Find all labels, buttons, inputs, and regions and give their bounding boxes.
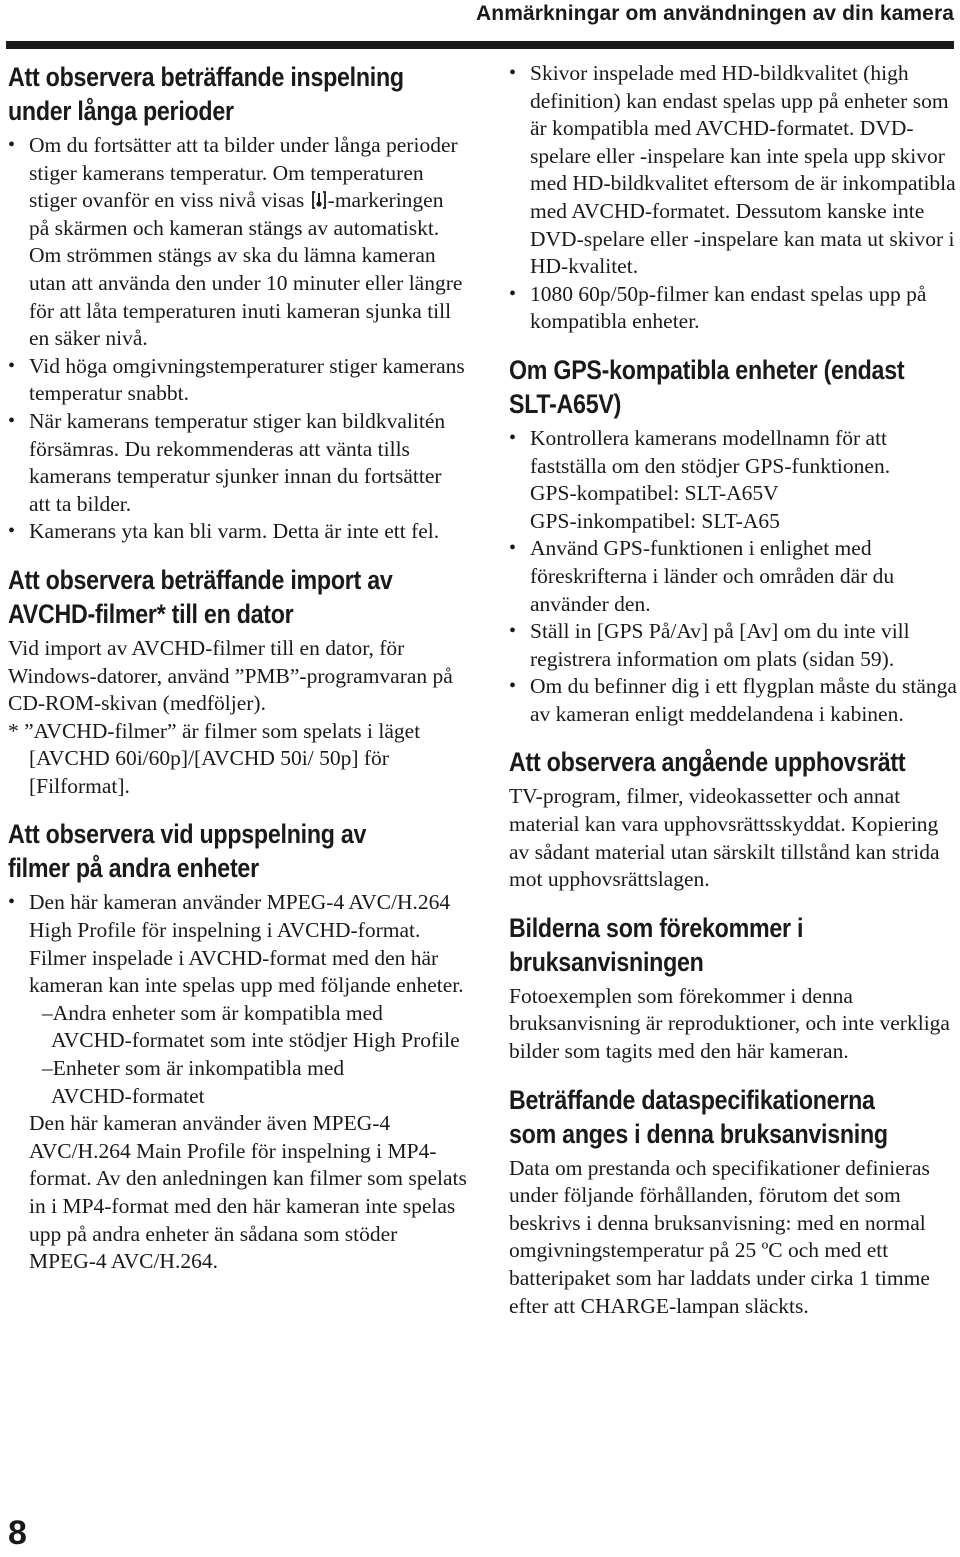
left-column — [8, 60, 468, 1293]
heading-line: Beträffande dataspecifikationerna — [509, 1084, 875, 1115]
dash-item-continued: AVCHD-formatet som inte stödjer High Profile — [51, 1028, 460, 1053]
heading-line: som anges i denna bruksanvisning — [509, 1118, 888, 1149]
page-number: 8 — [8, 1514, 27, 1552]
list-item: • Om du befinner dig i ett flygplan måste du stänga av kameran enligt meddelandena i kabinen. — [509, 673, 957, 728]
list-item: • Ställ in [GPS På/Av] på [Av] om du inte vill registrera information om plats (sidan 59). — [509, 618, 957, 673]
bullet-list — [509, 60, 957, 336]
dash-item: –Andra enheter som är kompatibla med — [42, 1000, 383, 1025]
section-manual-images — [509, 911, 957, 1066]
thermometer-warning-icon — [311, 190, 327, 210]
list-item-text: -markeringen på skärmen och kameran stängs av automatiskt. Om strömmen stängs av ska du lämna kameran utan att använda den under 10 minuter eller längre för att låta temperaturen inuti kameran sjunka till en säker nivå. — [29, 188, 463, 351]
section-heading — [8, 817, 472, 885]
section-heading — [509, 911, 956, 979]
right-column — [509, 60, 957, 1337]
list-item — [8, 132, 468, 353]
body-text — [8, 635, 468, 801]
list-item-text: GPS-inkompatibel: SLT-A65 — [530, 508, 780, 533]
list-item: • Använd GPS-funktionen i enlighet med föreskrifterna i länder och områden där du använder den. — [509, 535, 957, 618]
header-rule — [6, 41, 954, 49]
body-text: TV-program, filmer, videokassetter och annat material kan vara upphovsrättsskyddat. Kopiering av sådant material utan särskilt tillstånd kan strida mot upphovsrättslagen. — [509, 784, 940, 892]
bullet-list — [8, 132, 468, 546]
heading-line: Att observera beträffande import av — [8, 564, 393, 595]
heading-line: filmer på andra enheter — [8, 853, 259, 884]
heading-line: Om GPS-kompatibla enheter (endast — [509, 354, 905, 385]
list-item: • 1080 60p/50p-filmer kan endast spelas upp på kompatibla enheter. — [509, 281, 957, 336]
section-heading — [8, 563, 472, 631]
paragraph: Vid import av AVCHD-filmer till en dator, för Windows-datorer, använd ”PMB”-programvaran på CD-ROM-skivan (medföljer). — [8, 635, 453, 716]
section-avchd-import — [8, 563, 468, 801]
section-heading — [509, 1083, 956, 1151]
heading-line: Att observera vid uppspelning av — [8, 819, 367, 850]
dash-item: –Enheter som är inkompatibla med — [42, 1056, 345, 1081]
running-header: Anmärkningar om användningen av din kamera — [476, 2, 954, 25]
bullet-list — [509, 425, 957, 729]
heading-line: Bilderna som förekommer i — [509, 912, 804, 943]
list-item-text: • Den här kameran använder MPEG-4 AVC/H.264 High Profile för inspelning i AVCHD-format. Filmer inspelade i AVCHD-format med den här kameran kan inte spelas upp med följande enheter. — [29, 890, 464, 998]
list-item: • Kamerans yta kan bli varm. Detta är inte ett fel. — [8, 518, 468, 546]
list-item-text: • Kontrollera kamerans modellnamn för att fastställa om den stödjer GPS-funktionen. — [530, 425, 891, 478]
section-copyright — [509, 745, 957, 893]
section-heading — [509, 745, 956, 779]
list-item — [509, 425, 957, 535]
dash-item-continued: AVCHD-formatet — [51, 1083, 205, 1108]
list-item-text: Den här kameran använder även MPEG-4 AVC/H.264 Main Profile för inspelning i MP4-format. Av den anledningen kan filmer som spelats in i MP4-format med den här kameran inte spelas upp på andra enheter än sådana som stöder MPEG-4 AVC/H.264. — [29, 1111, 467, 1274]
section-playback-other-devices — [8, 817, 468, 1275]
bullet-list — [8, 889, 468, 1275]
heading-line: bruksanvisningen — [509, 946, 704, 977]
body-text: Data om prestanda och specifikationer definieras under följande förhållanden, förutom det som beskrivs i denna bruksanvisning: med en normal omgivningstemperatur på 25 ºC och med ett batteripaket som har laddats under cirka 1 timme efter att CHARGE-lampan släckts. — [509, 1155, 930, 1318]
section-hd-discs — [509, 60, 957, 336]
heading-line: SLT-A65V) — [509, 388, 622, 419]
list-item: • När kamerans temperatur stiger kan bildkvalitén försämras. Du rekommenderas att vänta tills kamerans temperatur sjunker innan du fortsätter att ta bilder. — [8, 408, 468, 518]
list-item-text: Om du fortsätter att ta bilder under långa perioder stiger kamerans temperatur. Om temperaturen stiger ovanför en viss nivå visas — [29, 133, 458, 213]
heading-line: Att observera angående upphovsrätt — [509, 747, 906, 778]
list-item-text: GPS-kompatibel: SLT-A65V — [530, 481, 779, 506]
body-text: Fotoexemplen som förekommer i denna bruksanvisning är reproduktioner, och inte verkliga bilder som tagits med den här kameran. — [509, 983, 950, 1064]
heading-line: Att observera beträffande inspelning — [8, 62, 404, 92]
heading-line: AVCHD-filmer* till en dator — [8, 598, 294, 629]
heading-line: under långa perioder — [8, 96, 234, 126]
section-gps — [509, 353, 957, 729]
list-item: • Vid höga omgivningstemperaturer stiger kamerans temperatur snabbt. — [8, 353, 468, 408]
section-heading — [8, 60, 472, 128]
section-heading — [509, 353, 956, 421]
section-data-specifications — [509, 1083, 957, 1321]
footnote: * ”AVCHD-filmer” är filmer som spelats i läget [AVCHD 60i/60p]/[AVCHD 50i/ 50p] för [Filformat]. — [8, 718, 421, 798]
list-item: • Skivor inspelade med HD-bildkvalitet (high definition) kan endast spelas upp på enheter som är kompatibla med AVCHD-formatet. DVD-spelare eller -inspelare kan inte spela upp skivor med HD-bildkvalitet eftersom de är inkompatibla med AVCHD-formatet. Dessutom kanske inte DVD-spelare eller -inspelare kan mata ut skivor i HD-kvalitet. — [509, 60, 957, 281]
section-long-recording — [8, 60, 468, 546]
list-item — [8, 889, 468, 1275]
